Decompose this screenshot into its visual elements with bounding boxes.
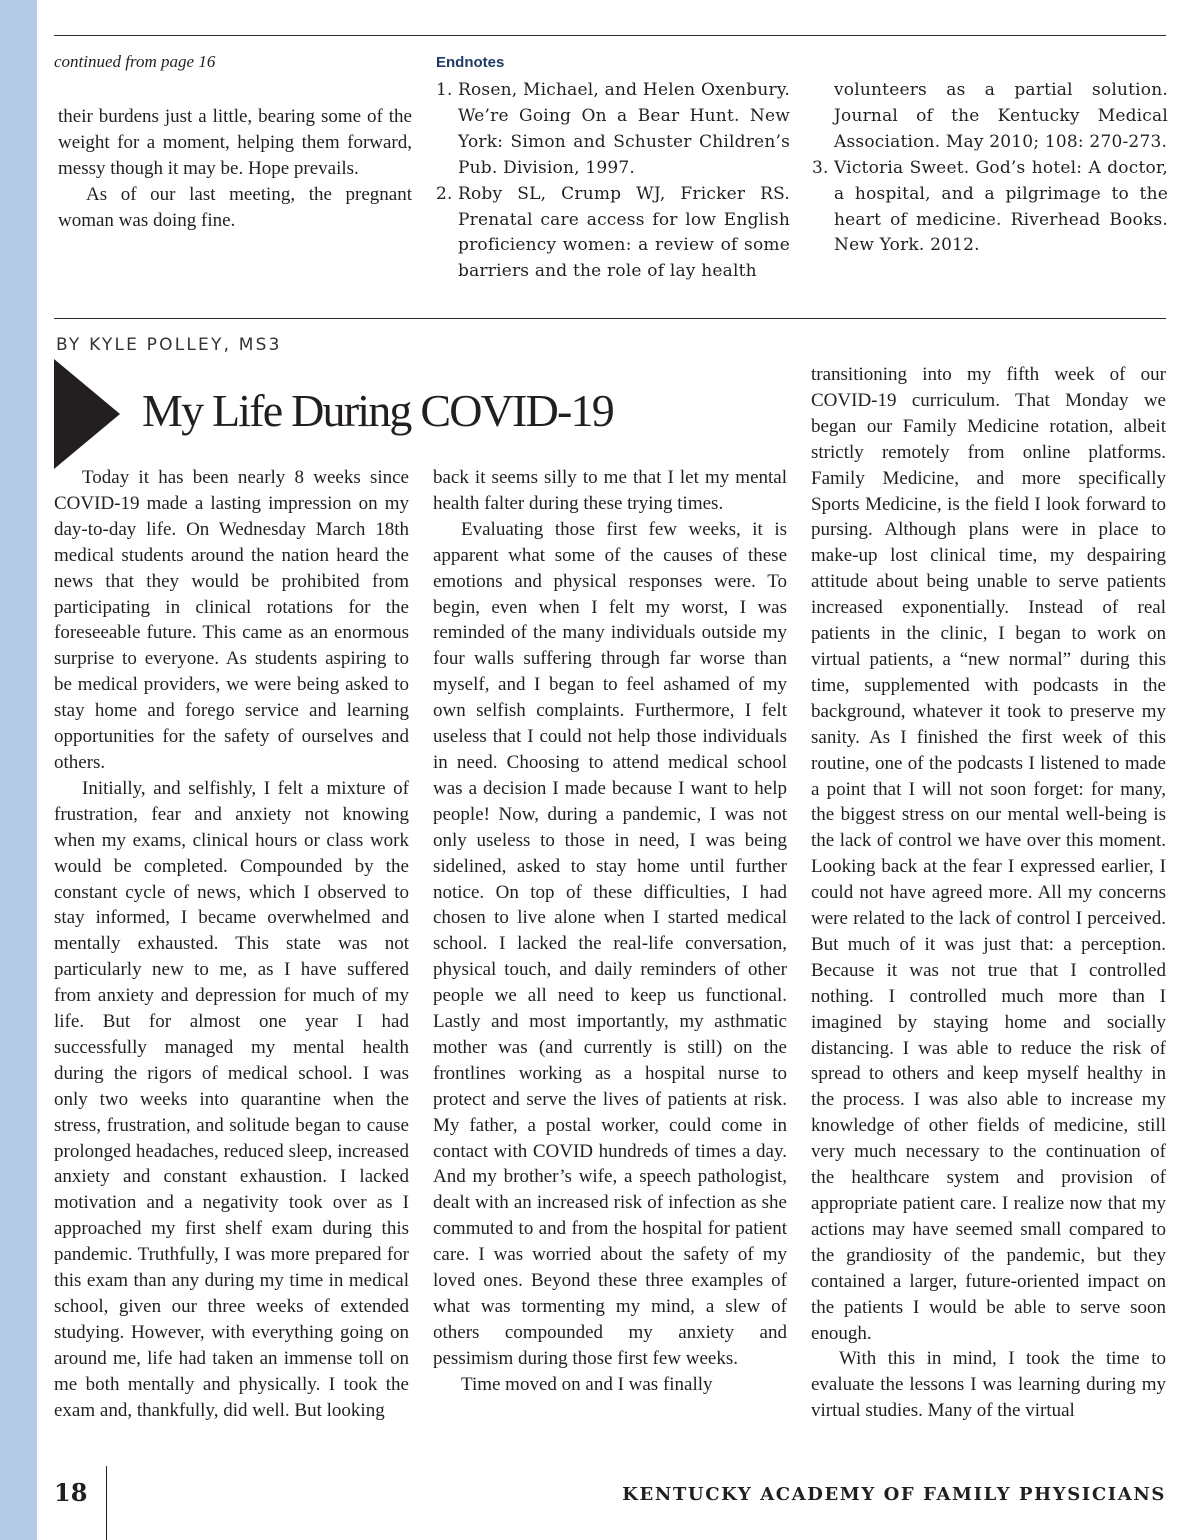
endnotes-list-right (812, 78, 1168, 259)
article-title: My Life During COVID-19 (142, 385, 613, 436)
article-column-3 (811, 362, 1166, 1424)
endnotes-list-left (436, 78, 790, 285)
endnote-text: volunteers as a partial solution. Journal of the Kentucky Medical Association. May 2010; 108: 270-273. (834, 80, 1168, 152)
top-rule (54, 35, 1166, 36)
section-rule (54, 318, 1166, 319)
page-number: 18 (54, 1478, 88, 1507)
endnote-number: 2. (436, 183, 453, 204)
prior-article-paragraph: their burdens just a little, bearing some of the weight for a moment, helping them forward, messy though it may be. Hope prevails. (58, 106, 412, 179)
endnote-number: 1. (436, 80, 453, 100)
prior-article-column (58, 104, 412, 234)
publication-name: KENTUCKY ACADEMY OF FAMILY PHYSICIANS (622, 1484, 1166, 1505)
article-paragraph: With this in mind, I took the time to evaluate the lessons I was learning during my virtual studies. Many of the virtual (811, 1348, 1166, 1422)
endnote-item (436, 182, 790, 286)
article-paragraph: Today it has been nearly 8 weeks since COVID-19 made a lasting impression on my day-to-day life. On Wednesday March 18th medical students around the nation heard the news that they would be prohibited from participating in clinical rotations for the foreseeable future. This came as an enormous surprise to everyone. As students aspiring to be medical providers, we were being asked to stay home and forego service and learning opportunities for the safety of ourselves and others. (54, 467, 409, 773)
article-paragraph: Initially, and selfishly, I felt a mixture of frustration, fear and anxiety not knowing when my exams, clinical hours or class work would be completed. Compounded by the constant cycle of news, which I observed to stay informed, I became overwhelmed and mentally exhausted. This state was not particularly new to me, as I have suffered from anxiety and depression for much of my life. But for almost one year I had successfully managed my mental health during the rigors of medical school. I was only two weeks into quarantine when the stress, frustration, and solitude began to cause prolonged headaches, reduced sleep, increased anxiety and constant exhaustion. I lacked motivation and a negativity took over as I approached my first shelf exam during this pandemic. Truthfully, I was more prepared for this exam than any during my time in medical school, given our three weeks of extended studying. However, with everything going on around me, life had taken an immense toll on me both mentally and physically. I took the exam and, thankfully, did well. But looking (54, 777, 409, 1421)
side-color-bar (0, 0, 37, 1540)
article-paragraph: Evaluating those first few weeks, it is apparent what some of the causes of these emotions and physical responses were. To begin, even when I felt my worst, I was reminded of the many individuals outside my four walls suffering through far worse than myself, and I began to feel ashamed of my own selfish complaints. Furthermore, I felt useless that I could not help those individuals in need. Choosing to attend medical school was a decision I made because I want to help people! Now, during a pandemic, I was not only useless to those in need, I was being sidelined, asked to stay home until further notice. On top of these difficulties, I had chosen to live alone when I started medical school. I lacked the real-life conversation, physical touch, and daily reminders of other people we all need to keep us functional. Lastly and most importantly, my asthmatic mother was (and currently is still) on the frontlines working as a hospital nurse to protect and serve the lives of patients at risk. My father, a postal worker, could come in contact with COVID hundreds of times a day. And my brother’s wife, a speech pathologist, dealt with an increased risk of infection as she commuted to and from the hospital for patient care. I was worried about the safety of my loved ones. Beyond these three examples of what was tormenting my mind, a slew of others compounded my anxiety and pessimism during those first few weeks. (433, 518, 787, 1369)
article-column-1 (54, 465, 409, 1424)
endnote-item (812, 156, 1168, 260)
footer-divider (106, 1466, 107, 1540)
byline: BY KYLE POLLEY, MS3 (56, 335, 282, 355)
continued-note: continued from page 16 (54, 52, 216, 71)
article-column-2 (433, 465, 787, 1398)
prior-article-paragraph: As of our last meeting, the pregnant woman was doing fine. (58, 183, 412, 231)
endnotes-heading: Endnotes (436, 54, 505, 71)
article-paragraph: Time moved on and I was finally (461, 1373, 713, 1395)
endnote-item (436, 78, 790, 182)
play-triangle-icon (54, 359, 120, 469)
article-paragraph: back it seems silly to me that I let my mental health falter during these trying times. (433, 467, 787, 514)
article-paragraph: transitioning into my fifth week of our COVID-19 curriculum. That Monday we began our Family Medicine rotation, albeit strictly remotely from online platforms. Family Medicine, and more specifically Sports Medicine, is the field I look forward to pursing. Although plans were in place to make-up lost clinical time, my despairing attitude about being unable to serve patients increased exponentially. Instead of real patients in the clinic, I began to work on virtual patients, a “new normal” during this time, supplemented with podcasts in the background, whatever it took to preserve my sanity. As I finished the first week of this routine, one of the podcasts I listened to made a point that I will not soon forget: for many, the biggest stress on our mental well-being is the lack of control we have over this moment. Looking back at the fear I expressed earlier, I could not have agreed more. All my concerns were related to the lack of control I perceived. But much of it was just that: a perception. Because it was not true that I controlled nothing. I controlled much more than I imagined by staying home and socially distancing. I was able to reduce the risk of spread to others and keep myself healthy in the process. I was also able to increase my knowledge of other fields of medicine, still very much necessary to the continuation of the healthcare system and provision of appropriate patient care. I realize now that my actions may have seemed small compared to the grandiosity of the pandemic, but they contained a larger, future-oriented impact on the patients I would be able to serve soon enough. (811, 364, 1166, 1344)
endnote-text: Victoria Sweet. God’s hotel: A doctor, a hospital, and a pilgrimage to the heart of medicine. Riverhead Books. New York. 2012. (834, 157, 1168, 256)
endnote-text: Roby SL, Crump WJ, Fricker RS. Prenatal care access for low English proficiency women: a review of some barriers and the role of lay health (458, 183, 790, 282)
endnote-text: Rosen, Michael, and Helen Oxenbury. We’re Going On a Bear Hunt. New York: Simon and Schuster Children’s Pub. Division, 1997. (458, 80, 790, 178)
endnote-item-continued (812, 78, 1168, 156)
endnote-number: 3. (812, 157, 829, 178)
